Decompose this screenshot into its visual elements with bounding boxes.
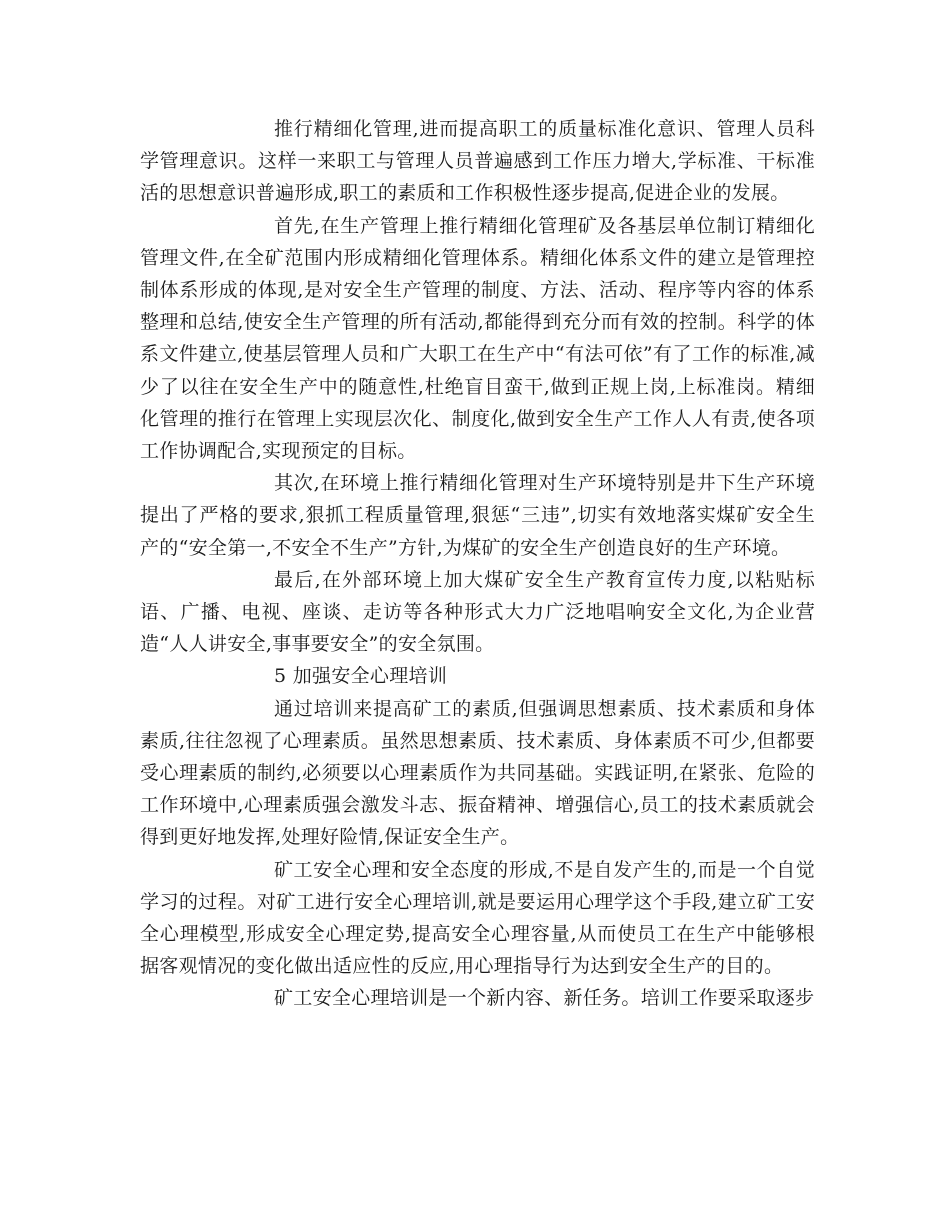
- paragraph-safety-publicity: 最后,在外部环境上加大煤矿安全生产教育宣传力度,以粘贴标语、广播、电视、座谈、走访等各种形式大力广泛地唱响安全文化,为企业营造“人人讲安全,事事要安全”的安全氛围。: [140, 568, 815, 656]
- paragraph-quality-awareness: 推行精细化管理,进而提高职工的质量标准化意识、管理人员科学管理意识。这样一来职工与管理人员普遍感到工作压力增大,学标准、干标准活的思想意识普遍形成,职工的素质和工作积极性逐步提高,促进企业的发展。: [140, 118, 815, 205]
- paragraph-training-new-task: 矿工安全心理培训是一个新内容、新任务。培训工作要采取逐步: [274, 987, 815, 1010]
- paragraph-safety-psychology-training: 矿工安全心理和安全态度的形成,不是自发产生的,而是一个自觉学习的过程。对矿工进行安全心理培训,就是要运用心理学这个手段,建立矿工安全心理模型,形成安全心理定势,提高安全心理容量,从而使员工在生产中能够根据客观情况的变化做出适应性的反应,用心理指导行为达到安全生产的目的。: [140, 858, 815, 978]
- document-body: [140, 113, 815, 1015]
- paragraph-production-management: 首先,在生产管理上推行精细化管理矿及各基层单位制订精细化管理文件,在全矿范围内形成精细化管理体系。精细化体系文件的建立是管理控制体系形成的体现,是对安全生产管理的制度、方法、活动、程序等内容的体系整理和总结,使安全生产管理的所有活动,都能得到充分而有效的控制。科学的体系文件建立,使基层管理人员和广大职工在生产中“有法可依”有了工作的标准,减少了以往在安全生产中的随意性,杜绝盲目蛮干,做到正规上岗,上标准岗。精细化管理的推行在管理上实现层次化、制度化,做到安全生产工作人人有责,使各项工作协调配合,实现预定的目标。: [140, 214, 815, 463]
- paragraph-environment-management: 其次,在环境上推行精细化管理对生产环境特别是井下生产环境提出了严格的要求,狠抓工程质量管理,狠惩“三违”,切实有效地落实煤矿安全生产的“安全第一,不安全不生产”方针,为煤矿的安全生产创造良好的生产环境。: [140, 472, 815, 559]
- section-heading: 5 加强安全心理培训: [274, 665, 448, 688]
- paragraph-psychological-quality: 通过培训来提高矿工的素质,但强调思想素质、技术素质和身体素质,往往忽视了心理素质。虽然思想素质、技术素质、身体素质不可少,但都要受心理素质的制约,必须要以心理素质作为共同基础。实践证明,在紧张、危险的工作环境中,心理素质强会激发斗志、振奋精神、增强信心,员工的技术素质就会得到更好地发挥,处理好险情,保证安全生产。: [140, 697, 815, 849]
